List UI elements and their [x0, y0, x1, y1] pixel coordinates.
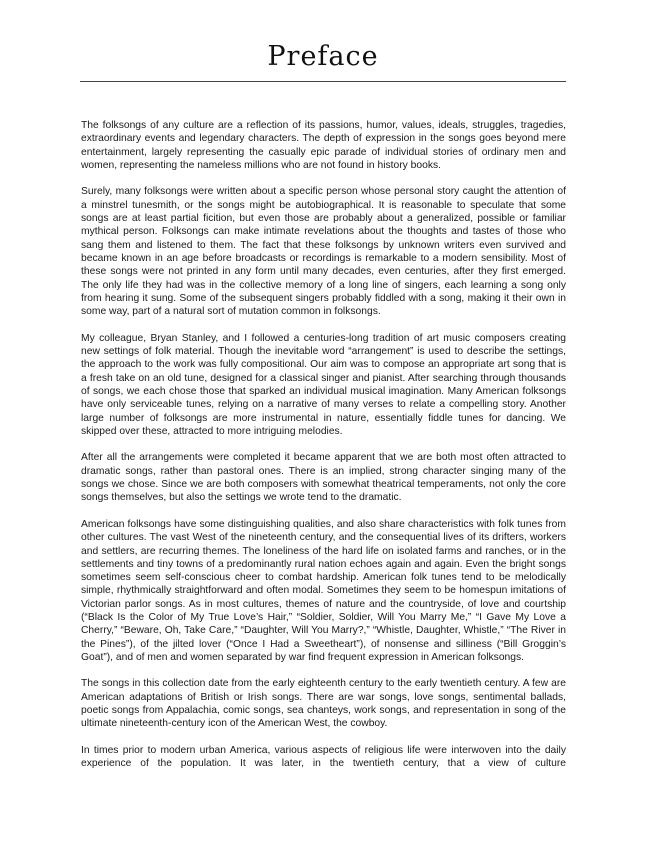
title-rule	[80, 81, 566, 82]
paragraph: After all the arrangements were completed it became apparent that we are both most often attracted to dramatic songs, rather than pastoral ones. There is an implied, strong character singing many of the songs we chose. Since we are both composers with somewhat theatrical temperaments, not only the core songs themselves, but also the settings we wrote tend to the dramatic.	[81, 452, 566, 504]
paragraph: My colleague, Bryan Stanley, and I followed a centuries-long tradition of art music composers creating new settings of folk material. Though the inevitable word “arrangement” is used to describe the settings, the approach to the work was fully compositional. Our aim was to compose an appropriate art song that is a fresh take on an old tune, designed for a classical singer and pianist. After searching through thousands of songs, we each chose those that sparked an individual musical imagination. Many American folksongs have only serviceable tunes, relying on a narrative of many verses to relate a compelling story. Another large number of folksongs are more instrumental in nature, essentially fiddle tunes for dancing. We skipped over these, attracted to more intriguing melodies.	[81, 332, 566, 437]
paragraph: Surely, many folksongs were written about a specific person whose personal story caught the attention of a minstrel tunesmith, or the songs might be autobiographical. It is reasonable to speculate that some songs are at least partial ficition, but even those are probably about a generalized, possible or familiar mythical person. Folksongs can make intimate revelations about the thoughts and tastes of those who sang them and listened to them. The fact that these folksongs by unknown writers even survived and became known in an age before broadcasts or recordings is remarkable to a modern sensibility. Most of these songs were not printed in any form until many decades, even centuries, after they first emerged. The only life they had was in the collective memory of a long line of singers, each learning a song only from hearing it sung. Some of the subsequent singers probably fiddled with a song, making it their own in some way, part of a natural sort of mutation common in folksongs.	[81, 186, 566, 318]
paragraph: In times prior to modern urban America, various aspects of religious life were interwoven into the daily experience of the population. It was later, in the twentieth century, that a view of culture	[81, 744, 566, 770]
page-title: Preface	[267, 41, 379, 72]
paragraph: The folksongs of any culture are a reflection of its passions, humor, values, ideals, struggles, tragedies, extraordinary events and legendary characters. The depth of expression in the songs goes beyond mere entertainment, largely representing the casually epic parade of individual stories of ordinary men and women, representing the nameless millions who are not found in history books.	[81, 120, 566, 171]
paragraph: American folksongs have some distinguishing qualities, and also share characteristics with folk tunes from other cultures. The vast West of the nineteenth century, and the consequential lives of its drifters, workers and settlers, are recurring themes. The loneliness of the hard life on isolated farms and ranches, or in the settlements and tiny towns of a predominantly rural nation echoes again and again. Even the bright songs sometimes seem self-conscious cheer to combat hardship. American folk tunes tend to be melodically simple, rhythmically straightforward and often modal. Sometimes they seem to be homespun imitations of Victorian parlor songs. As in most cultures, themes of nature and the countryside, of love and courtship (“Black Is the Color of My True Love’s Hair,” “Soldier, Soldier, Will You Marry Me,” “I Gave My Love a Cherry,” “Beware, Oh, Take Care,” “Daughter, Will You Marry?,” “Whistle, Daughter, Whistle,” “The River in the Pines”), of the jilted lover (“Once I Had a Sweetheart”), of nonsense and silliness (“Bill Groggin’s Goat”), and of men and women separated by war find frequent expression in American folksongs.	[81, 518, 566, 663]
paragraph: The songs in this collection date from the early eighteenth century to the early twentieth century. A few are American adaptations of British or Irish songs. There are war songs, love songs, sentimental ballads, poetic songs from Appalachia, comic songs, sea chanteys, work songs, and representation in song of the ultimate nineteenth-century icon of the American West, the cowboy.	[81, 678, 566, 730]
preface-body	[81, 119, 566, 784]
